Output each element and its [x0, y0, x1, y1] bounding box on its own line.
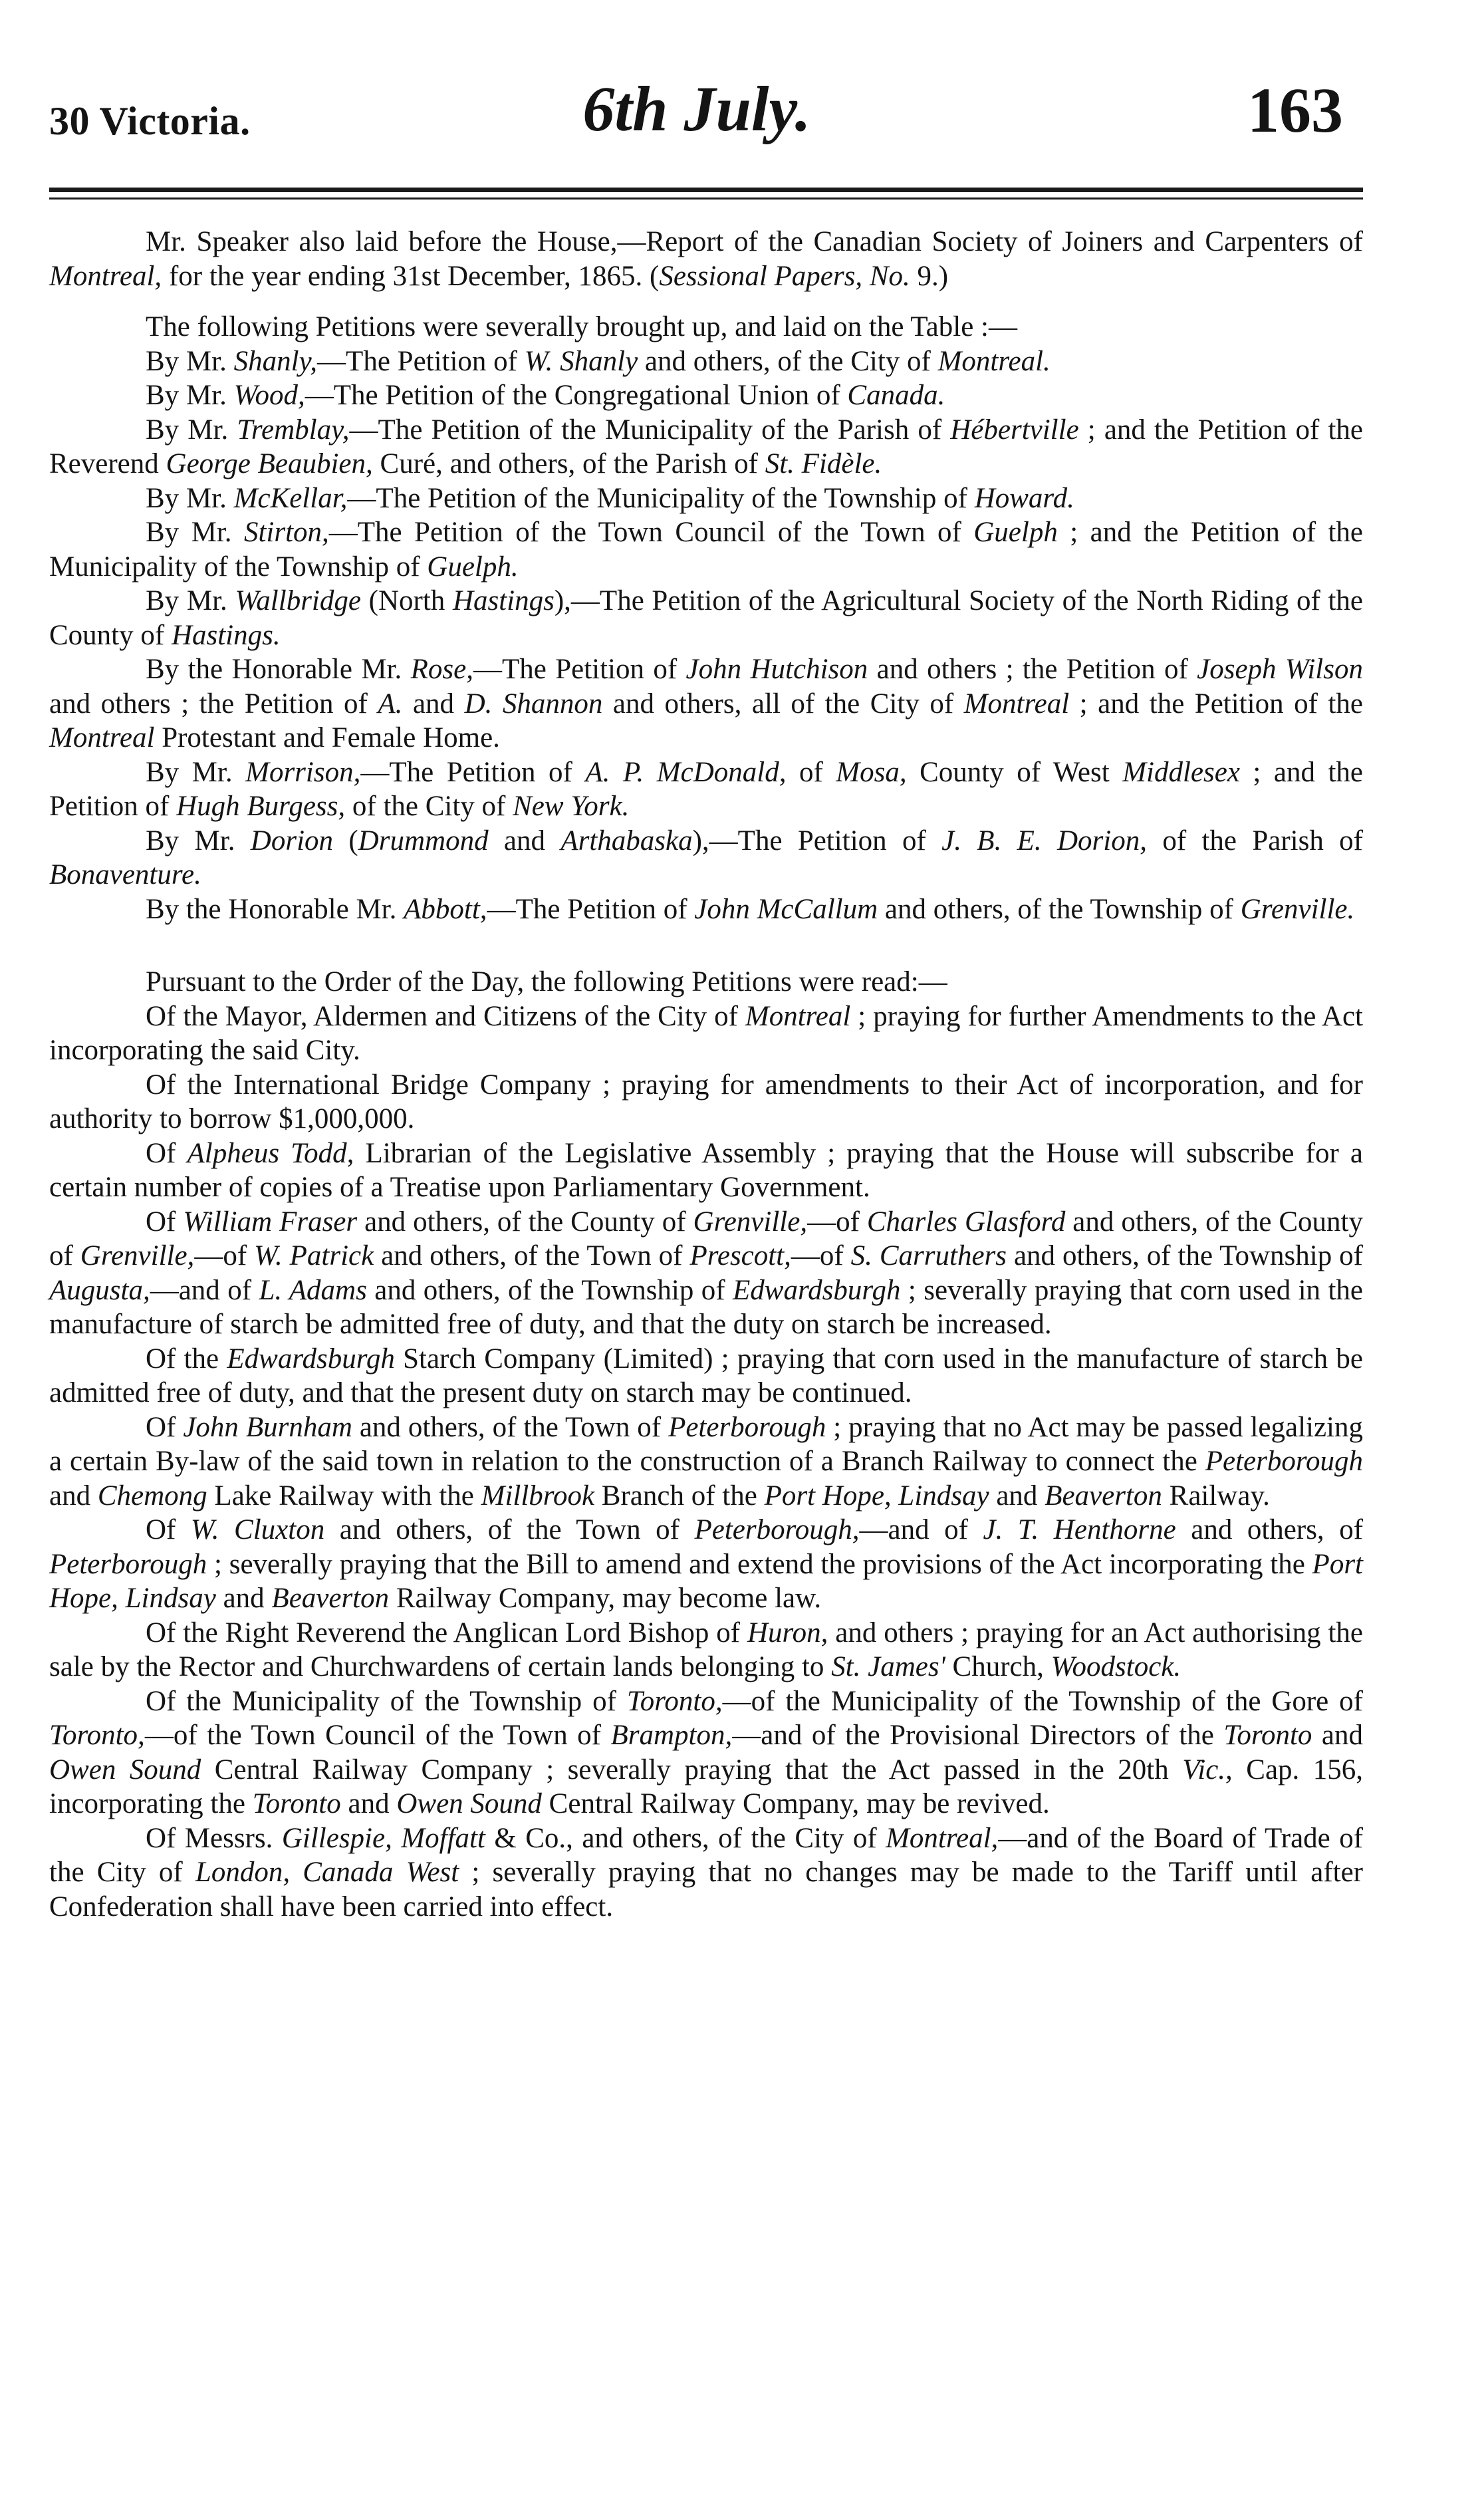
header-rule-thin — [49, 198, 1363, 199]
paragraph-read-montreal: Of the Mayor, Aldermen and Citizens of the City of Montreal ; praying for further Amendments to the Act incorporating the said City. — [49, 1000, 1363, 1066]
paragraph-read-gillespie: Of Messrs. Gillespie, Moffatt & Co., and others, of the City of Montreal,—and of the Board of Trade of the City of London, Canada West ; severally praying that no changes may be made to the Tariff until after Confederation shall have been carried into effect. — [49, 1822, 1364, 1922]
paragraph-petition-tremblay: By Mr. Tremblay,—The Petition of the Municipality of the Parish of Hébertville ; and the Petition of the Reverend George Beaubien, Curé, and others, of the Parish of St. Fidèle. — [49, 414, 1363, 479]
paragraph-read-bishop-huron: Of the Right Reverend the Anglican Lord Bishop of Huron, and others ; praying for an Act authorising the sale by the Rector and Churchwardens of certain lands belonging to St. James' Church, Woodstock. — [49, 1617, 1363, 1682]
paragraph-petition-rose: By the Honorable Mr. Rose,—The Petition of John Hutchison and others ; the Petition of Joseph Wilson and others ; the Petition of A. and D. Shannon and others, all of the City of Montreal ; and the Petition of the Montreal Protestant and Female Home. — [49, 654, 1363, 753]
paragraph-petition-wood: By Mr. Wood,—The Petition of the Congregational Union of Canada. — [146, 380, 945, 411]
page-number: 163 — [1247, 74, 1343, 146]
header-rule-thick — [49, 188, 1363, 192]
paragraph-order-of-day: Pursuant to the Order of the Day, the following Petitions were read:— — [146, 966, 947, 997]
paragraph-petitions-intro: The following Petitions were severally brought up, and laid on the Table :— — [146, 311, 1017, 342]
page-body — [49, 225, 1363, 1924]
paragraph-petition-shanly: By Mr. Shanly,—The Petition of W. Shanly and others, of the City of Montreal. — [146, 345, 1051, 377]
date-heading: 6th July. — [582, 73, 811, 144]
paragraph-read-fraser: Of William Fraser and others, of the County of Grenville,—of Charles Glasford and others, of the County of Grenville,—of W. Patrick and others, of the Town of Prescott,—of S. Carruthers and others, of the Township of Augusta,—and of L. Adams and others, of the Township of Edwardsburgh ; severally praying that corn used in the manufacture of starch be admitted free of duty, and that the duty on starch be increased. — [49, 1206, 1364, 1340]
paragraph-read-starch-company: Of the Edwardsburgh Starch Company (Limited) ; praying that corn used in the manufacture of starch be admitted free of duty, and that the present duty on starch may be continued. — [49, 1343, 1363, 1408]
paragraph-read-todd: Of Alpheus Todd, Librarian of the Legislative Assembly ; praying that the House will subscribe for a certain number of copies of a Treatise upon Parliamentary Government. — [49, 1137, 1364, 1203]
paragraph-read-cluxton: Of W. Cluxton and others, of the Town of Peterborough,—and of J. T. Henthorne and others, of Peterborough ; severally praying that the Bill to amend and extend the provisions of the Act incorporating the Port Hope, Lindsay and Beaverton Railway Company, may become law. — [49, 1514, 1364, 1614]
paragraph-petition-mckellar: By Mr. McKellar,—The Petition of the Municipality of the Township of Howard. — [146, 482, 1074, 514]
paragraph-report: Mr. Speaker also laid before the House,—Report of the Canadian Society of Joiners and Carpenters of Montreal, for the year ending 31st December, 1865. (Sessional Papers, No. 9.) — [49, 226, 1363, 292]
paragraph-read-toronto: Of the Municipality of the Township of Toronto,—of the Municipality of the Township of the Gore of Toronto,—of the Town Council of the Town of Brampton,—and of the Provisional Directors of the Toronto and Owen Sound Central Railway Company ; severally praying that the Act passed in the 20th Vic., Cap. 156, incorporating the Toronto and Owen Sound Central Railway Company, may be revived. — [49, 1685, 1363, 1819]
paragraph-petition-morrison: By Mr. Morrison,—The Petition of A. P. McDonald, of Mosa, County of West Middlesex ; and the Petition of Hugh Burgess, of the City of New York. — [49, 756, 1363, 822]
session-label: 30 Victoria. — [49, 99, 251, 143]
paragraph-read-bridge-company: Of the International Bridge Company ; praying for amendments to their Act of incorporation, and for authority to borrow $1,000,000. — [49, 1069, 1363, 1134]
paragraph-petition-stirton: By Mr. Stirton,—The Petition of the Town Council of the Town of Guelph ; and the Petition of the Municipality of the Township of Guelph. — [49, 517, 1363, 583]
paragraph-petition-wallbridge: By Mr. Wallbridge (North Hastings),—The Petition of the Agricultural Society of the North Riding of the County of Hastings. — [49, 585, 1363, 651]
paragraph-read-burnham: Of John Burnham and others, of the Town of Peterborough ; praying that no Act may be passed legalizing a certain By-law of the said town in relation to the construction of a Branch Railway to connect the Peterborough and Chemong Lake Railway with the Millbrook Branch of the Port Hope, Lindsay and Beaverton Railway. — [49, 1411, 1364, 1512]
paragraph-petition-dorion: By Mr. Dorion (Drummond and Arthabaska),—The Petition of J. B. E. Dorion, of the Parish of Bonaventure. — [49, 825, 1363, 890]
paragraph-petition-abbott: By the Honorable Mr. Abbott,—The Petition of John McCallum and others, of the Township of Grenville. — [146, 893, 1355, 925]
